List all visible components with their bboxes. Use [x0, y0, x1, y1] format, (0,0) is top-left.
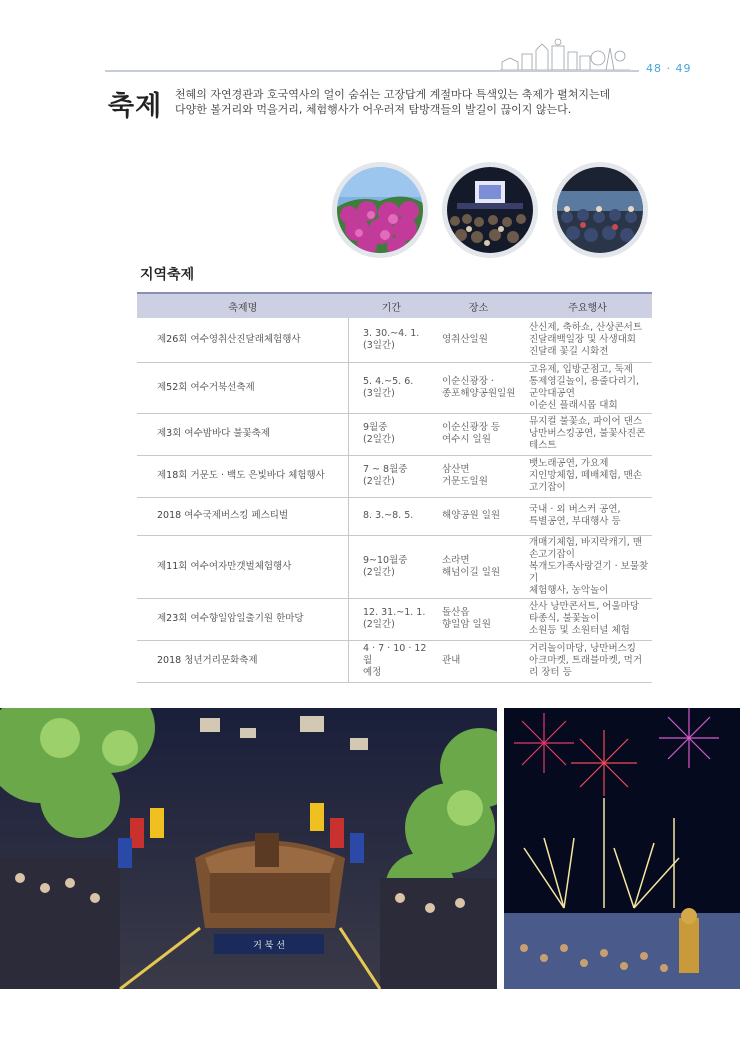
- table-row: [137, 362, 652, 413]
- festival-period-cell-line: 5. 4.~5. 6.: [363, 375, 414, 387]
- festival-period-cell-line: 7 ~ 8월중: [363, 464, 408, 475]
- festival-period-cell: [349, 362, 435, 413]
- festival-events-cell: [523, 318, 652, 362]
- festival-period-cell: [349, 640, 435, 682]
- festival-place-cell-line: 돌산읍: [442, 607, 470, 618]
- festival-place-cell: [434, 640, 523, 682]
- festival-events-cell-line: 특별공연, 부대행사 등: [529, 516, 621, 527]
- header-period: 기간: [349, 293, 435, 318]
- festival-place-cell: [434, 318, 523, 362]
- festival-place-cell-line: 향일암 일원: [442, 619, 491, 630]
- festival-place-cell-line: 영취산일원: [442, 333, 488, 345]
- festival-period-cell-line: (2일간): [363, 619, 395, 630]
- festival-place-cell-line: 관내: [442, 655, 461, 666]
- festival-name-cell: 2018 청년거리문화축제: [137, 640, 349, 682]
- festival-period-cell-line: (3일간): [363, 339, 395, 351]
- festival-table: [137, 292, 652, 683]
- festival-events-cell: [523, 535, 652, 598]
- cityscape-icon: [500, 36, 630, 72]
- header-name: 축제명: [137, 293, 349, 318]
- crowd-photo: [552, 162, 648, 258]
- festival-period-cell-line: 8. 3.~8. 5.: [363, 510, 414, 521]
- festival-events-cell-line: 복개도가족사랑걷기 · 보물찾기: [529, 560, 649, 584]
- festival-period-cell-line: (3일간): [363, 387, 395, 399]
- intro-line-1: 천혜의 자연경관과 호국역사의 얼이 숨쉬는 고장답게 계절마다 특색있는 축제가 펼쳐지는데: [175, 88, 611, 101]
- page-title: 축제: [108, 91, 163, 122]
- festival-period-cell-line: (2일간): [363, 566, 395, 578]
- festival-events-cell-line: 아크마켓, 트래블마켓, 먹거리 장터 등: [529, 655, 643, 678]
- festival-events-cell-line: 이순신 플래시몹 대회: [529, 399, 618, 411]
- festival-period-cell: [349, 598, 435, 640]
- festival-place-cell: [434, 455, 523, 497]
- festival-events-cell: [523, 455, 652, 497]
- festival-events-cell-line: 뮤지컬 불꽃쇼, 파이어 댄스: [529, 416, 643, 427]
- festival-period-cell-line: 3. 30.~4. 1.: [363, 327, 420, 339]
- festival-period-cell-line: (2일간): [363, 476, 395, 487]
- festival-place-cell-line: 삼산면: [442, 464, 470, 475]
- festival-period-cell-line: 9월중: [363, 422, 388, 433]
- festival-events-cell-line: 거리놀이마당, 낭만버스킹: [529, 643, 636, 654]
- header-place: 장소: [434, 293, 523, 318]
- festival-period-cell-line: 12. 31.~1. 1.: [363, 607, 426, 618]
- festival-place-cell-line: 해넘이길 일원: [442, 566, 501, 578]
- festival-name-cell: 제23회 여수향일암일출기원 한마당: [137, 598, 349, 640]
- table-row: [137, 640, 652, 682]
- header-rule: [105, 70, 639, 72]
- festival-place-cell-line: 해양공원 일원: [442, 510, 501, 521]
- festival-place-cell: [434, 413, 523, 455]
- header-events: 주요행사: [523, 293, 652, 318]
- festival-period-cell: [349, 318, 435, 362]
- festival-name-cell: 제26회 여수영취산진달래체험행사: [137, 318, 349, 362]
- intro-text: [175, 87, 635, 117]
- festival-name-cell: 제18회 거문도 · 백도 은빛바다 체험행사: [137, 455, 349, 497]
- festival-events-cell-line: 뱃노래공연, 가요제: [529, 458, 609, 469]
- section-title: 지역축제: [140, 267, 195, 283]
- festival-period-cell: [349, 455, 435, 497]
- festival-events-cell-line: 타종식, 불꽃놀이: [529, 613, 600, 624]
- festival-events-cell-line: 진달래백일장 및 사생대회: [529, 333, 636, 345]
- table-row: [137, 535, 652, 598]
- intro-line-2: 다양한 볼거리와 먹을거리, 체험행사가 어우러져 탐방객들의 발길이 끊이지 않는다.: [175, 103, 572, 116]
- festival-name-cell: 제11회 여수여자만갯벌체험행사: [137, 535, 349, 598]
- festival-name-cell: 제52회 여수거북선축제: [137, 362, 349, 413]
- festival-period-cell-line: 예정: [363, 667, 382, 678]
- festival-events-cell-line: 고유제, 입방군점고, 둑제: [529, 363, 633, 375]
- festival-events-cell-line: 낭만버스킹공연, 불꽃사진콘테스트: [529, 428, 646, 451]
- festival-name-cell: 제3회 여수밤바다 불꽃축제: [137, 413, 349, 455]
- night-stage-photo: [442, 162, 538, 258]
- festival-period-cell: [349, 413, 435, 455]
- festival-place-cell: [434, 535, 523, 598]
- festival-place-cell-line: 이순신광장 등: [442, 422, 501, 433]
- festival-events-cell-line: 지인망체험, 떼배체험, 맨손고기잡이: [529, 470, 643, 493]
- table-header-row: [137, 293, 652, 318]
- page-number: 48 · 49: [646, 62, 692, 75]
- festival-period-cell: [349, 497, 435, 535]
- festival-events-cell-line: 국내 · 외 버스커 공연,: [529, 504, 621, 515]
- festival-place-cell: [434, 362, 523, 413]
- table-row: [137, 318, 652, 362]
- festival-events-cell-line: 개매기체험, 바지락캐기, 맨손고기잡이: [529, 536, 643, 560]
- ship-banner: 거 북 선: [253, 941, 285, 951]
- festival-events-cell-line: 진달래 꽃길 시화전: [529, 345, 609, 357]
- table-row: [137, 497, 652, 535]
- festival-place-cell-line: 이순신광장 ·: [442, 375, 494, 387]
- festival-events-cell: [523, 362, 652, 413]
- festival-events-cell: [523, 497, 652, 535]
- festival-place-cell-line: 소라면: [442, 554, 470, 566]
- parade-photo: [0, 708, 497, 989]
- festival-place-cell-line: 거문도일원: [442, 476, 488, 487]
- festival-events-cell-line: 소원등 및 소원터널 체험: [529, 625, 630, 636]
- festival-period-cell: [349, 535, 435, 598]
- festival-events-cell-line: 통제영길놀이, 용줄다리기, 군악대공연: [529, 375, 640, 399]
- fireworks-photo: [504, 708, 740, 989]
- azalea-photo: [332, 162, 428, 258]
- table-row: [137, 455, 652, 497]
- table-row: [137, 598, 652, 640]
- festival-name-cell: 2018 여수국제버스킹 페스티벌: [137, 497, 349, 535]
- festival-period-cell-line: 9~10월중: [363, 554, 408, 566]
- festival-events-cell: [523, 640, 652, 682]
- table-row: [137, 413, 652, 455]
- festival-period-cell-line: (2일간): [363, 434, 395, 445]
- festival-events-cell: [523, 413, 652, 455]
- festival-events-cell-line: 산사 낭만콘서트, 어울마당: [529, 601, 640, 612]
- festival-events-cell: [523, 598, 652, 640]
- festival-place-cell: [434, 598, 523, 640]
- festival-events-cell-line: 산신제, 축하쇼, 산상콘서트: [529, 321, 643, 333]
- festival-period-cell-line: 4 · 7 · 10 · 12월: [363, 643, 427, 666]
- festival-place-cell-line: 여수시 일원: [442, 434, 491, 445]
- festival-place-cell-line: 종포해양공원일원: [442, 387, 516, 399]
- festival-place-cell: [434, 497, 523, 535]
- festival-events-cell-line: 체험행사, 농악놀이: [529, 584, 609, 596]
